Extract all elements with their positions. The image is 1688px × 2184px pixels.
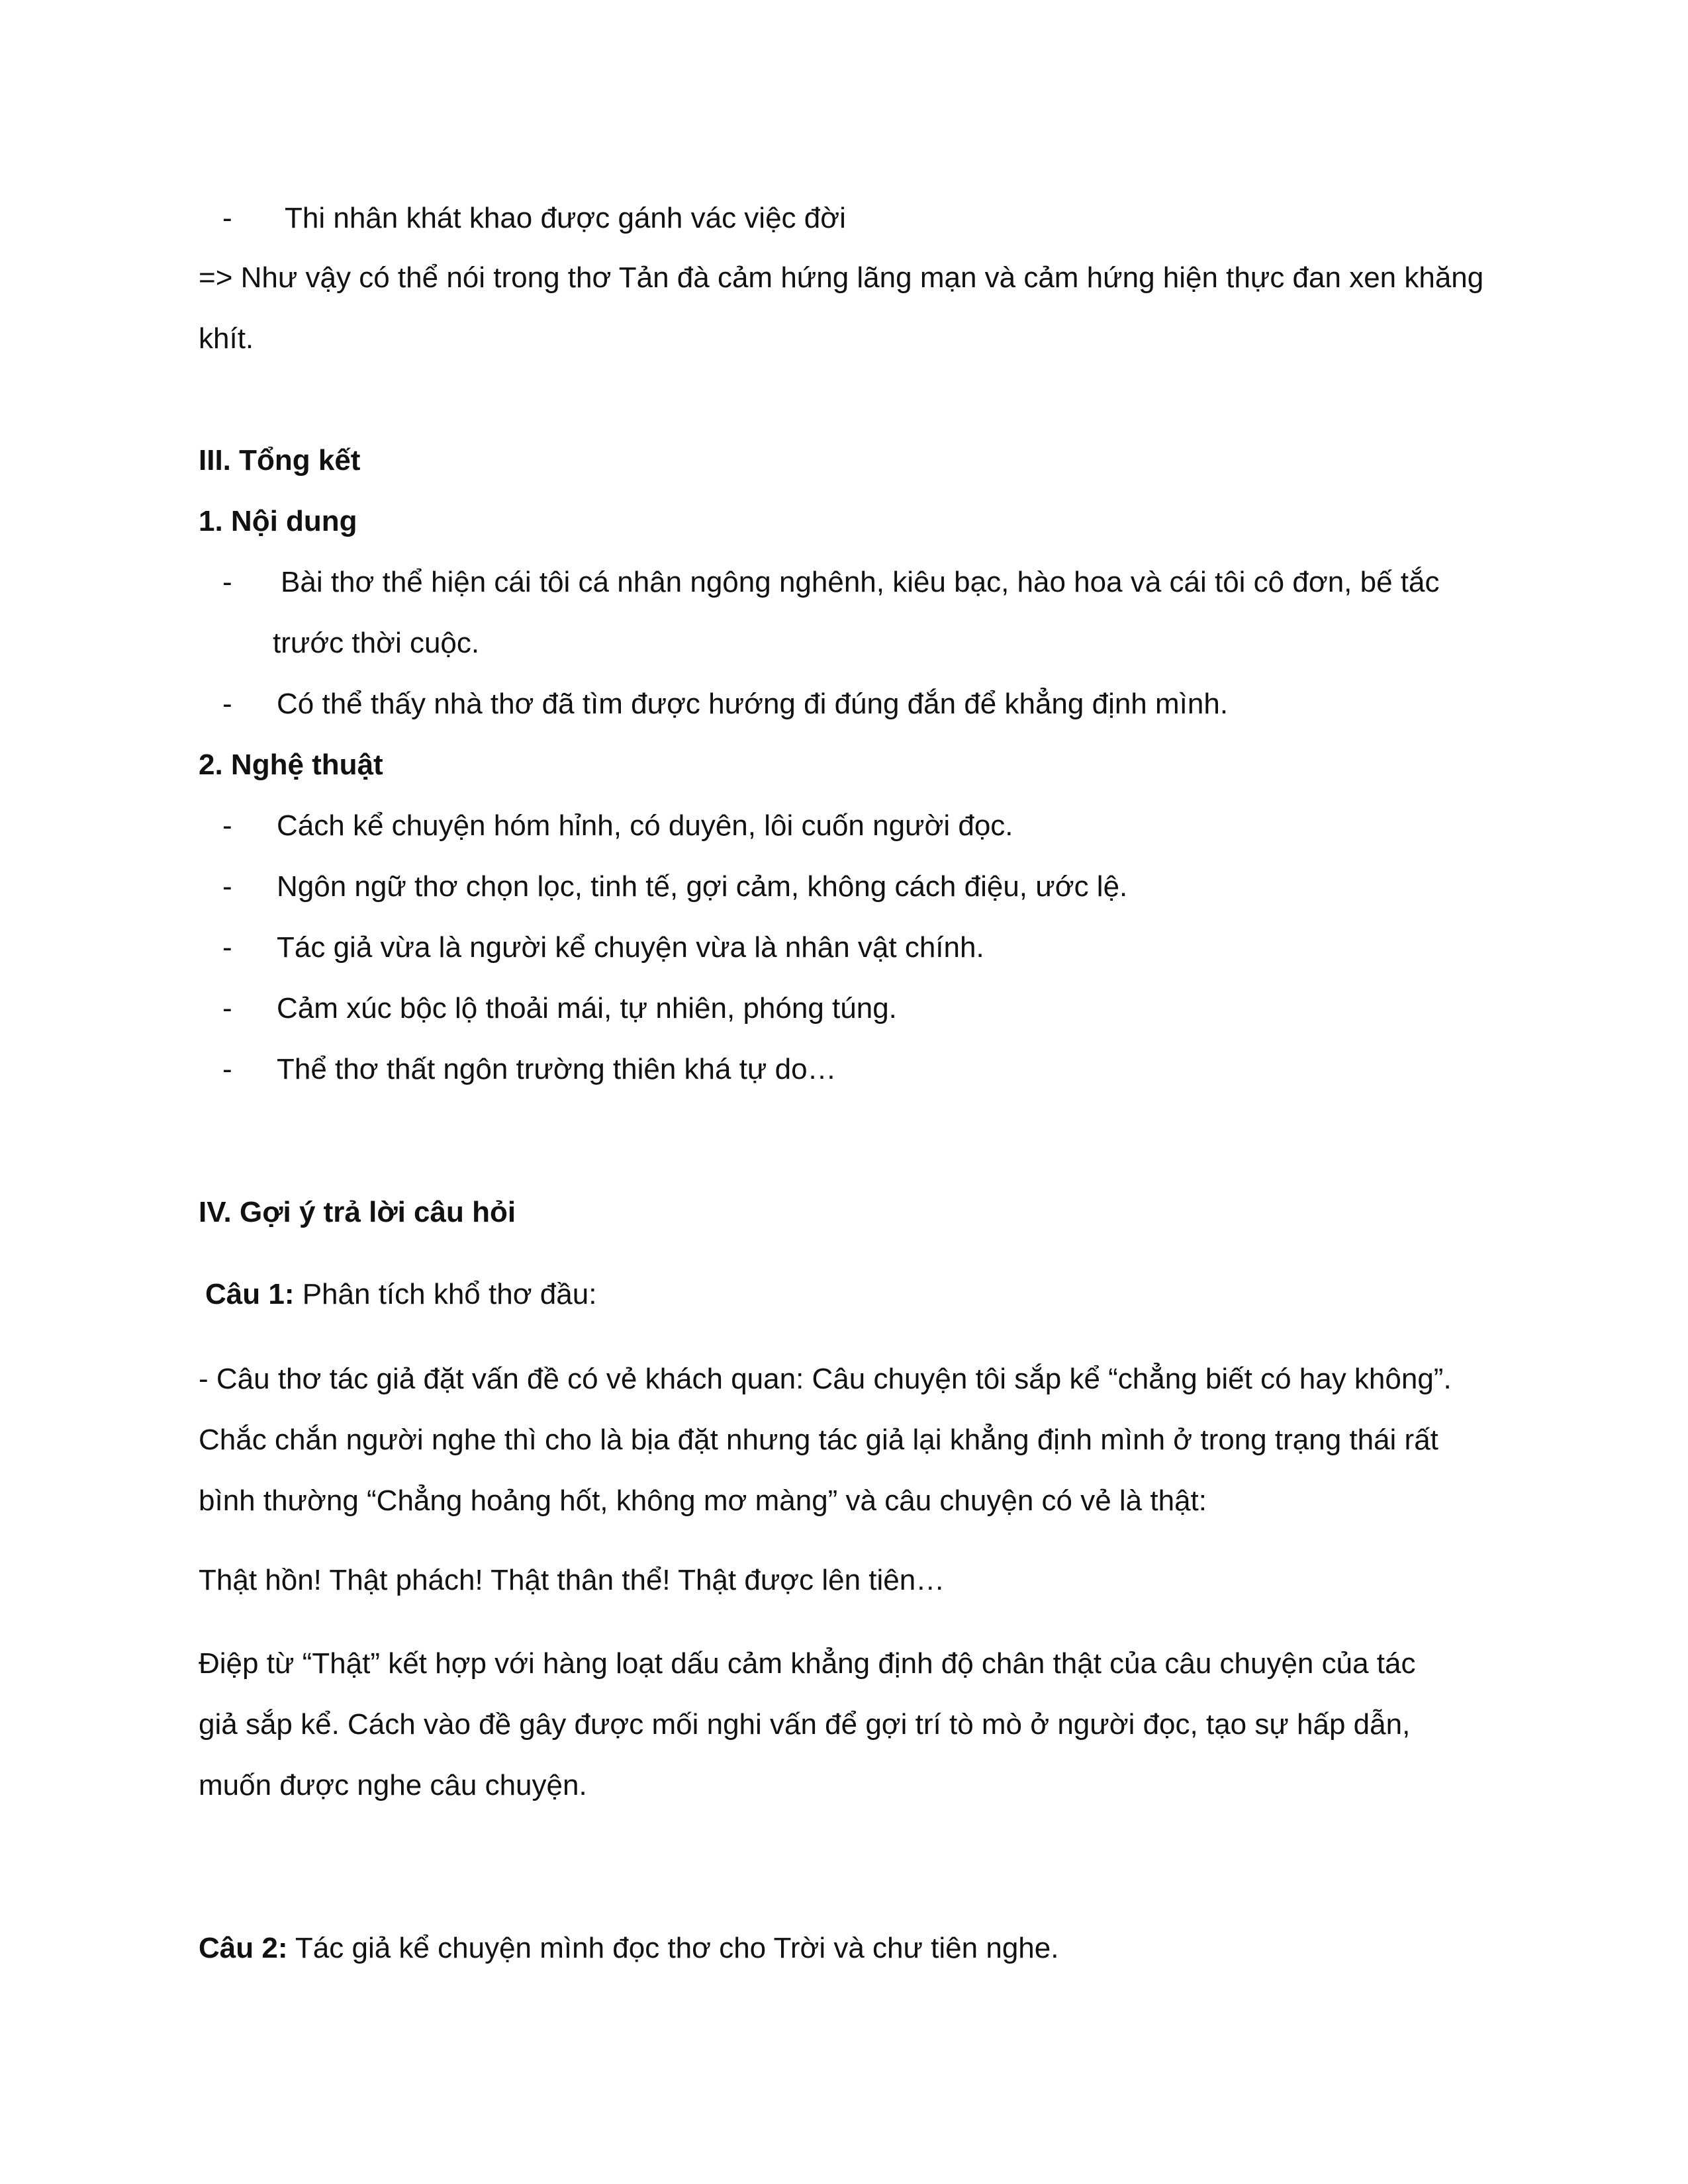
- bullet-dash: -: [222, 202, 232, 234]
- q1-paragraph-1-line-1: - Câu thơ tác giả đặt vấn đề có vẻ khách quan: Câu chuyện tôi sắp kể “chẳng biết có hay không”.: [199, 1363, 1452, 1395]
- q1-quote: Thật hồn! Thật phách! Thật thân thể! Thật được lên tiên…: [199, 1564, 945, 1596]
- question-2: [199, 1930, 1058, 1967]
- q1-paragraph-2-line-3: muốn được nghe câu chuyện.: [199, 1769, 587, 1801]
- question-1-text: Phân tích khổ thơ đầu:: [294, 1278, 597, 1310]
- subsection-2-title: 2. Nghệ thuật: [199, 749, 383, 781]
- q1-paragraph-2-line-2: giả sắp kể. Cách vào đề gây được mối nghi vấn để gợi trí tò mò ở người đọc, tạo sự hấp dẫn,: [199, 1708, 1411, 1741]
- question-1-label: Câu 1:: [205, 1278, 295, 1310]
- bullet-dash: -: [222, 870, 232, 903]
- bullet-text: Cảm xúc bộc lộ thoải mái, tự nhiên, phóng túng.: [277, 992, 897, 1024]
- q1-paragraph-2-line-1: Điệp từ “Thật” kết hợp với hàng loạt dấu cảm khẳng định độ chân thật của câu chuyện của tác: [199, 1647, 1416, 1680]
- question-2-label: Câu 2:: [199, 1932, 288, 1964]
- section-3-title: III. Tổng kết: [199, 444, 361, 477]
- bullet-text: Tác giả vừa là người kể chuyện vừa là nhân vật chính.: [277, 931, 984, 964]
- subsection-1-title: 1. Nội dung: [199, 505, 357, 537]
- bullet-text: Có thể thấy nhà thơ đã tìm được hướng đi đúng đắn để khẳng định mình.: [277, 688, 1229, 720]
- bullet-dash: -: [222, 931, 232, 964]
- bullet-dash: -: [222, 992, 232, 1024]
- conclusion-line-1: => Như vậy có thể nói trong thơ Tản đà cảm hứng lãng mạn và cảm hứng hiện thực đan xen khăng: [199, 261, 1484, 294]
- bullet-text: Bài thơ thể hiện cái tôi cá nhân ngông nghênh, kiêu bạc, hào hoa và cái tôi cô đơn, bế tắc: [281, 566, 1440, 598]
- q1-paragraph-1-line-3: bình thường “Chẳng hoảng hốt, không mơ màng” và câu chuyện có vẻ là thật:: [199, 1484, 1207, 1517]
- question-1: [205, 1276, 596, 1313]
- bullet-text: Thể thơ thất ngôn trường thiên khá tự do…: [277, 1053, 837, 1085]
- bullet-dash: -: [222, 688, 232, 720]
- q1-paragraph-1-line-2: Chắc chắn người nghe thì cho là bịa đặt nhưng tác giả lại khẳng định mình ở trong trạng thái rất: [199, 1424, 1438, 1456]
- bullet-dash: -: [222, 1053, 232, 1085]
- conclusion-line-2: khít.: [199, 322, 254, 355]
- list-item-continuation: trước thời cuộc.: [273, 627, 480, 659]
- bullet-dash: -: [222, 809, 232, 842]
- bullet-dash: -: [222, 566, 232, 598]
- question-2-text: Tác giả kể chuyện mình đọc thơ cho Trời và chư tiên nghe.: [287, 1932, 1059, 1964]
- bullet-text: Ngôn ngữ thơ chọn lọc, tinh tế, gợi cảm, không cách điệu, ước lệ.: [277, 870, 1128, 903]
- bullet-text: Thi nhân khát khao được gánh vác việc đời: [285, 202, 846, 234]
- section-4-title: IV. Gợi ý trả lời câu hỏi: [199, 1196, 516, 1228]
- bullet-text: Cách kể chuyện hóm hỉnh, có duyên, lôi cuốn người đọc.: [277, 809, 1013, 842]
